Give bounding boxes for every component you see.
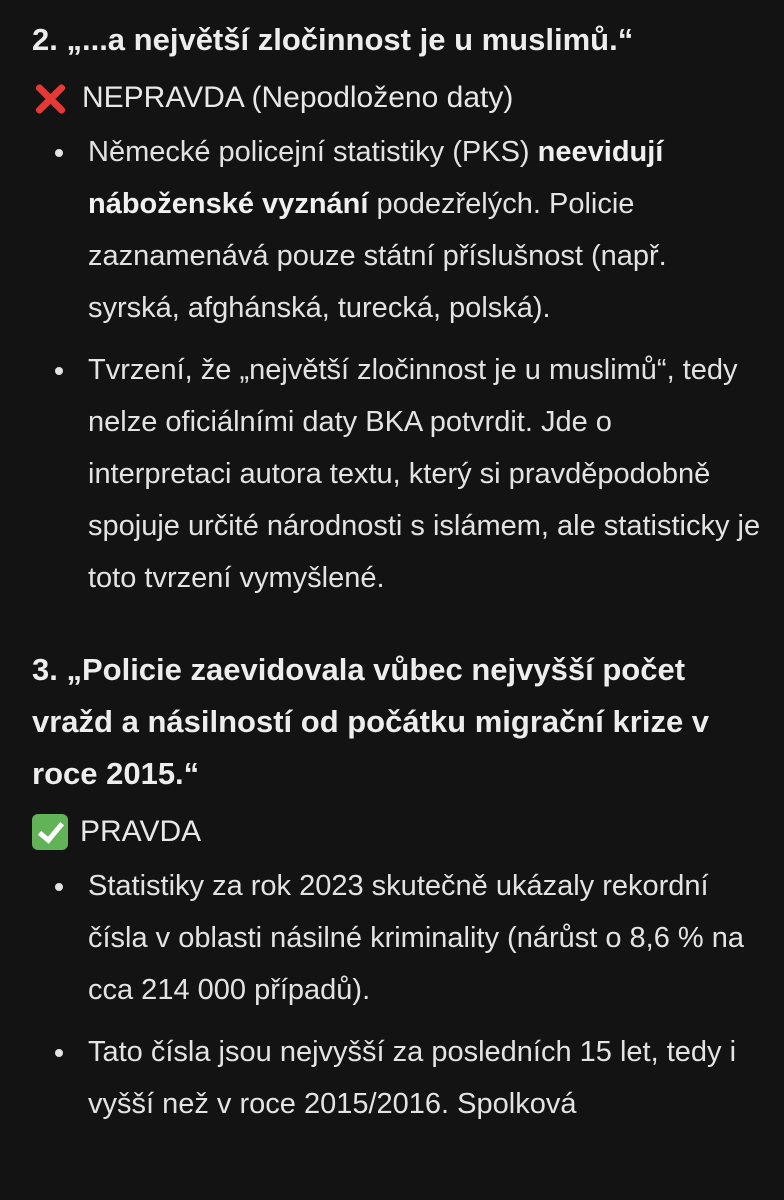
bullet-text-bold: neevidují náboženské vyznání — [88, 136, 664, 220]
verdict-label: NEPRAVDA (Nepodloženo daty) — [82, 81, 514, 114]
verdict-row — [32, 806, 762, 858]
claim-heading: 3. „Policie zaevidovala vůbec nejvyšší počet vražd a násilností od počátku migrační krize v roce 2015.“ — [32, 652, 710, 791]
claim-section-3 — [32, 644, 762, 1130]
claim-heading: 2. „...a největší zločinnost je u muslimů.“ — [32, 22, 634, 57]
list-item — [32, 344, 762, 604]
bullet-text: Tato čísla jsou nejvyšší za posledních 15 let, tedy i vyšší než v roce 2015/2016. Spolková — [88, 1036, 737, 1120]
claim-section-2 — [32, 14, 762, 604]
list-item — [32, 860, 762, 1016]
verdict-row — [32, 72, 762, 124]
bullet-list — [32, 126, 762, 604]
bullet-text-end: podezřelých. Policie zaznamenává pouze státní příslušnost (např. syrská, afghánská, turecká, polská). — [88, 188, 667, 324]
list-item — [32, 126, 762, 334]
bullet-text: Tvrzení, že „největší zločinnost je u muslimů“, tedy nelze oficiálními daty BKA potvrdit. Jde o interpretaci autora textu, který si pravděpodobně spojuje určité národnosti s islámem, ale statisticky je toto tvrzení vymyšlené. — [88, 354, 761, 594]
response-content — [32, 14, 762, 1140]
bullet-list — [32, 860, 762, 1130]
list-item — [32, 1026, 762, 1130]
green-check-icon — [32, 814, 68, 850]
bullet-text: Statistiky za rok 2023 skutečně ukázaly rekordní čísla v oblasti násilné kriminality (nárůst o 8,6 % na cca 214 000 případů). — [88, 870, 745, 1006]
red-cross-icon — [32, 80, 68, 116]
verdict-label: PRAVDA — [80, 815, 202, 848]
bullet-text-start: Německé policejní statistiky (PKS) — [88, 136, 538, 168]
